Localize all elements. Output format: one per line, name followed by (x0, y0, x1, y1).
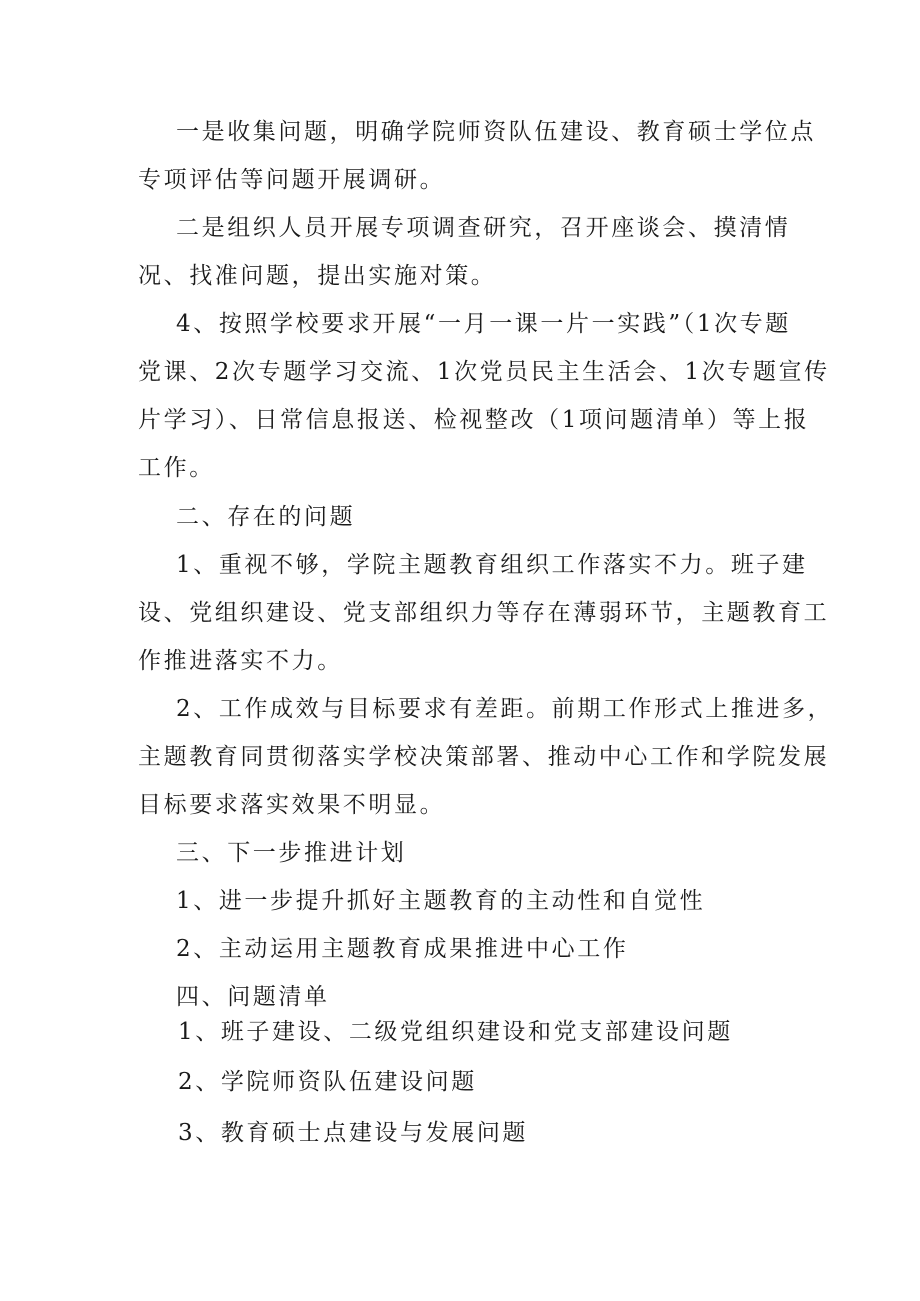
section-heading: 二、存在的问题 (176, 504, 356, 530)
text-line: 主题教育同贯彻落实学校决策部署、推动中心工作和学院发展 (138, 744, 830, 770)
text-line: 一是收集问题，明确学院师资队伍建设、教育硕士学位点 (176, 119, 816, 145)
section-heading: 三、下一步推进计划 (176, 840, 407, 866)
text-line: 况、找准问题，提出实施对策。 (138, 263, 497, 289)
text-line: 党课、2次专题学习交流、1次党员民主生活会、1次专题宣传 (138, 359, 830, 385)
text-line: 1、重视不够，学院主题教育组织工作落实不力。班子建 (176, 552, 808, 578)
text-line: 1、班子建设、二级党组织建设和党支部建设问题 (178, 1019, 733, 1045)
text-line: 2、学院师资队伍建设问题 (178, 1069, 477, 1095)
text-line: 目标要求落实效果不明显。 (138, 792, 446, 818)
text-line: 4、按照学校要求开展“一月一课一片一实践”（1次专题 (176, 311, 791, 337)
text-line: 专项评估等问题开展调研。 (138, 167, 446, 193)
text-line: 2、主动运用主题教育成果推进中心工作 (176, 936, 629, 962)
text-line: 2、工作成效与目标要求有差距。前期工作形式上推进多， (176, 696, 834, 722)
text-line: 设、党组织建设、党支部组织力等存在薄弱环节，主题教育工 (138, 600, 830, 626)
text-line: 二是组织人员开展专项调查研究，召开座谈会、摸清情 (176, 215, 791, 241)
section-heading: 四、问题清单 (176, 984, 330, 1010)
text-line: 片学习）、日常信息报送、检视整改（1项问题清单）等上报 (138, 407, 810, 433)
text-line: 作推进落实不力。 (138, 648, 343, 674)
text-line: 1、进一步提升抓好主题教育的主动性和自觉性 (176, 888, 706, 914)
text-line: 工作。 (138, 455, 215, 481)
text-line: 3、教育硕士点建设与发展问题 (178, 1120, 529, 1146)
